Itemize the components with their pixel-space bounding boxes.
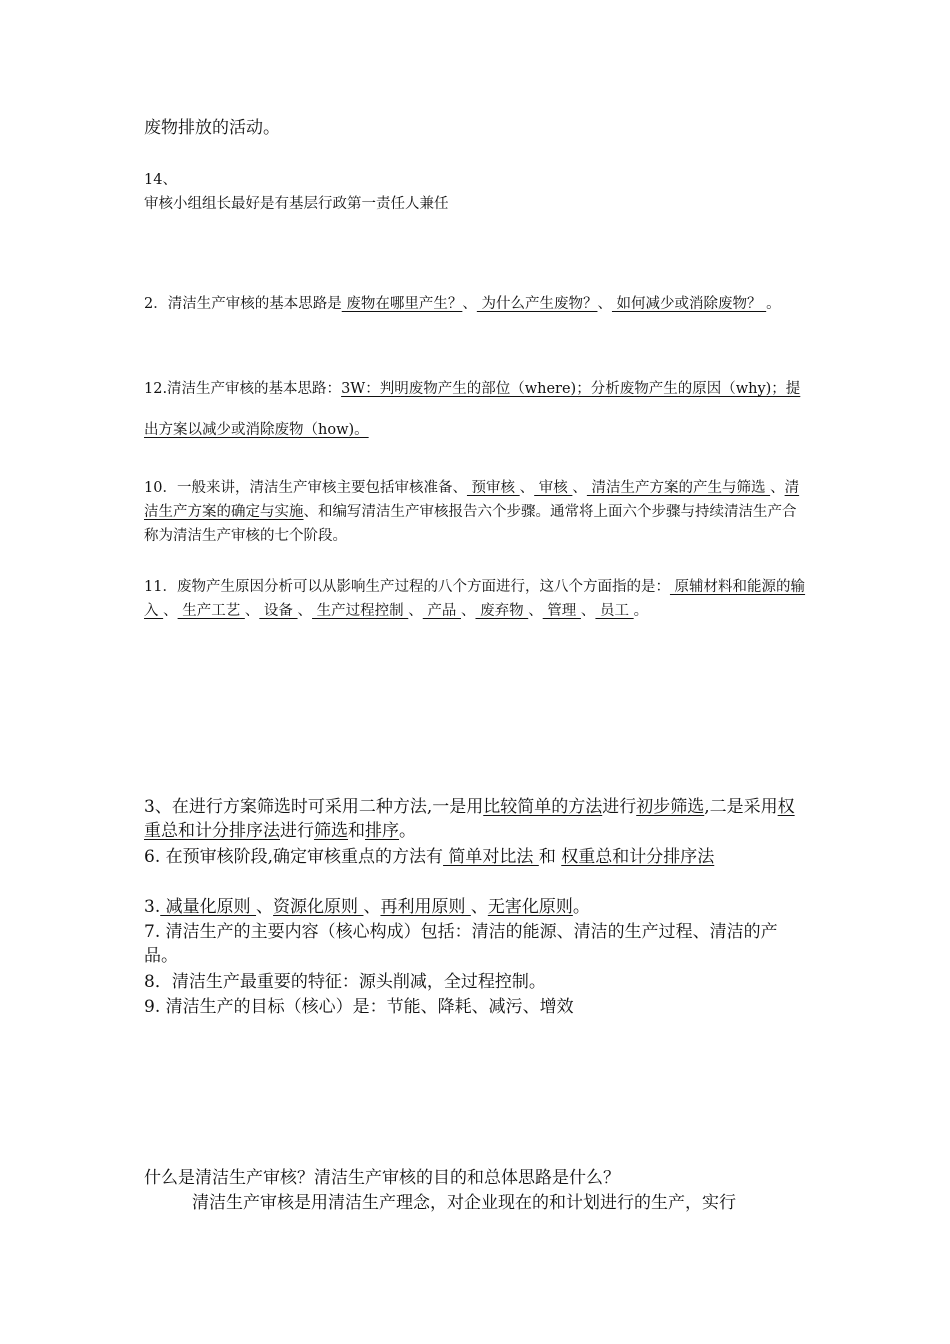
question-11-item-7: 管理 [542,603,581,619]
question-3b-number: 3. [144,897,161,917]
text: ,二是采用 [704,797,778,817]
question-11-item-3: 设备 [259,603,298,619]
question-11-item-5: 产品 [422,603,461,619]
separator: 、 [597,296,612,312]
question-2-end: 。 [766,296,781,312]
question-3-screening [144,795,808,843]
question-3-blank-2: 初步筛选 [636,797,705,817]
question-11-item-6: 废弃物 [475,603,529,619]
question-2-blank-3: 如何减少或消除废物？ [611,296,767,312]
question-11-item-2: 生产工艺 [177,603,245,619]
separator: 、 [528,603,543,619]
question-9: 9. 清洁生产的目标（核心）是：节能、降耗、减污、增效 [144,997,574,1017]
question-10-blank-4: 清洁生产方案的确定与实施 [144,480,800,520]
separator: 、 [470,897,488,917]
principle-1: 减量化原则 [160,897,257,917]
principle-2: 资源化原则 [273,897,364,917]
question-6 [144,845,808,869]
separator: 、 [519,480,535,496]
question-3-blank-5: 排序 [365,821,399,841]
question-10-lead: 10．一般来讲，清洁生产审核主要包括审核准备、 [144,480,467,496]
principle-4: 无害化原则 [487,897,573,917]
question-7: 7. 清洁生产的主要内容（核心构成）包括：清洁的能源、清洁的生产过程、清洁的产品。 [144,922,778,966]
text: 。 [572,897,590,917]
question-3-blank-4: 筛选 [314,821,348,841]
question-6-blank-2: 权重总和计分排序法 [561,847,715,867]
question-11-item-8: 员工 [595,603,634,619]
question-14-number: 14、 [144,172,177,188]
question-10-blank-3: 清洁生产方案的产生与筛选 [586,480,771,496]
text: 进行 [280,821,314,841]
question-8: 8．清洁生产最重要的特征：源头削减，全过程控制。 [144,972,546,992]
question-14-text: 审核小组组长最好是有基层行政第一责任人兼任 [144,196,449,212]
separator: 、 [363,897,381,917]
text: 。 [399,821,416,841]
separator: 、 [163,603,178,619]
text: 进行 [602,797,637,817]
separator: 、 [244,603,260,619]
question-11-item-1: 原辅材料和能源的输入 [144,579,806,619]
question-3-principles [144,895,808,919]
question-2-lead: 2．清洁生产审核的基本思路是 [144,296,342,312]
separator: 、 [462,296,477,312]
question-3-lead: 3、在进行方案筛选时可采用二种方法,一是用 [144,797,484,817]
question-2 [144,292,808,316]
separator: 、 [770,480,785,496]
question-10 [144,476,808,548]
separator: 、 [256,897,274,917]
question-11-end: 。 [633,603,649,619]
question-3-blank-1: 比较简单的方法 [483,797,603,817]
text: 和 [348,821,365,841]
separator: 、 [580,603,596,619]
question-14 [144,168,808,216]
separator: 、 [460,603,476,619]
question-12 [144,369,808,451]
fragment-top: 废物排放的活动。 [144,118,280,138]
question-12-lead: 12.清洁生产审核的基本思路： [144,381,342,397]
separator: 、 [297,603,313,619]
text: 和 [538,847,562,867]
question-6-lead: 6. 在预审核阶段,确定审核重点的方法有 [144,847,444,867]
question-11-lead: 11．废物产生原因分析可以从影响生产过程的八个方面进行，这八个方面指的是： [144,579,670,595]
bottom-answer: 清洁生产审核是用清洁生产理念，对企业现在的和计划进行的生产，实行 [192,1193,736,1213]
question-6-blank-1: 简单对比法 [443,847,539,867]
question-10-blank-2: 审核 [534,480,573,496]
question-11-item-4: 生产过程控制 [312,603,409,619]
bottom-question: 什么是清洁生产审核？清洁生产审核的目的和总体思路是什么？ [144,1168,620,1188]
question-3-blank-3: 权重总和计分排序法 [144,797,795,841]
question-10-tail: 、和编写清洁生产审核报告六个步骤。通常将上面六个步骤与持续清洁生产合称为清洁生产审核的七个阶段。 [144,504,797,544]
question-2-blank-1: 废物在哪里产生？ [341,296,463,312]
separator: 、 [572,480,587,496]
principle-3: 再利用原则 [380,897,471,917]
separator: 、 [408,603,423,619]
question-10-blank-1: 预审核 [466,480,520,496]
question-2-blank-2: 为什么产生废物？ [476,296,598,312]
question-12-answer: 3W：判明废物产生的部位（where)；分析废物产生的原因（why)；提出方案以减少或消除废物（how)。 [144,381,801,438]
question-11 [144,575,808,623]
